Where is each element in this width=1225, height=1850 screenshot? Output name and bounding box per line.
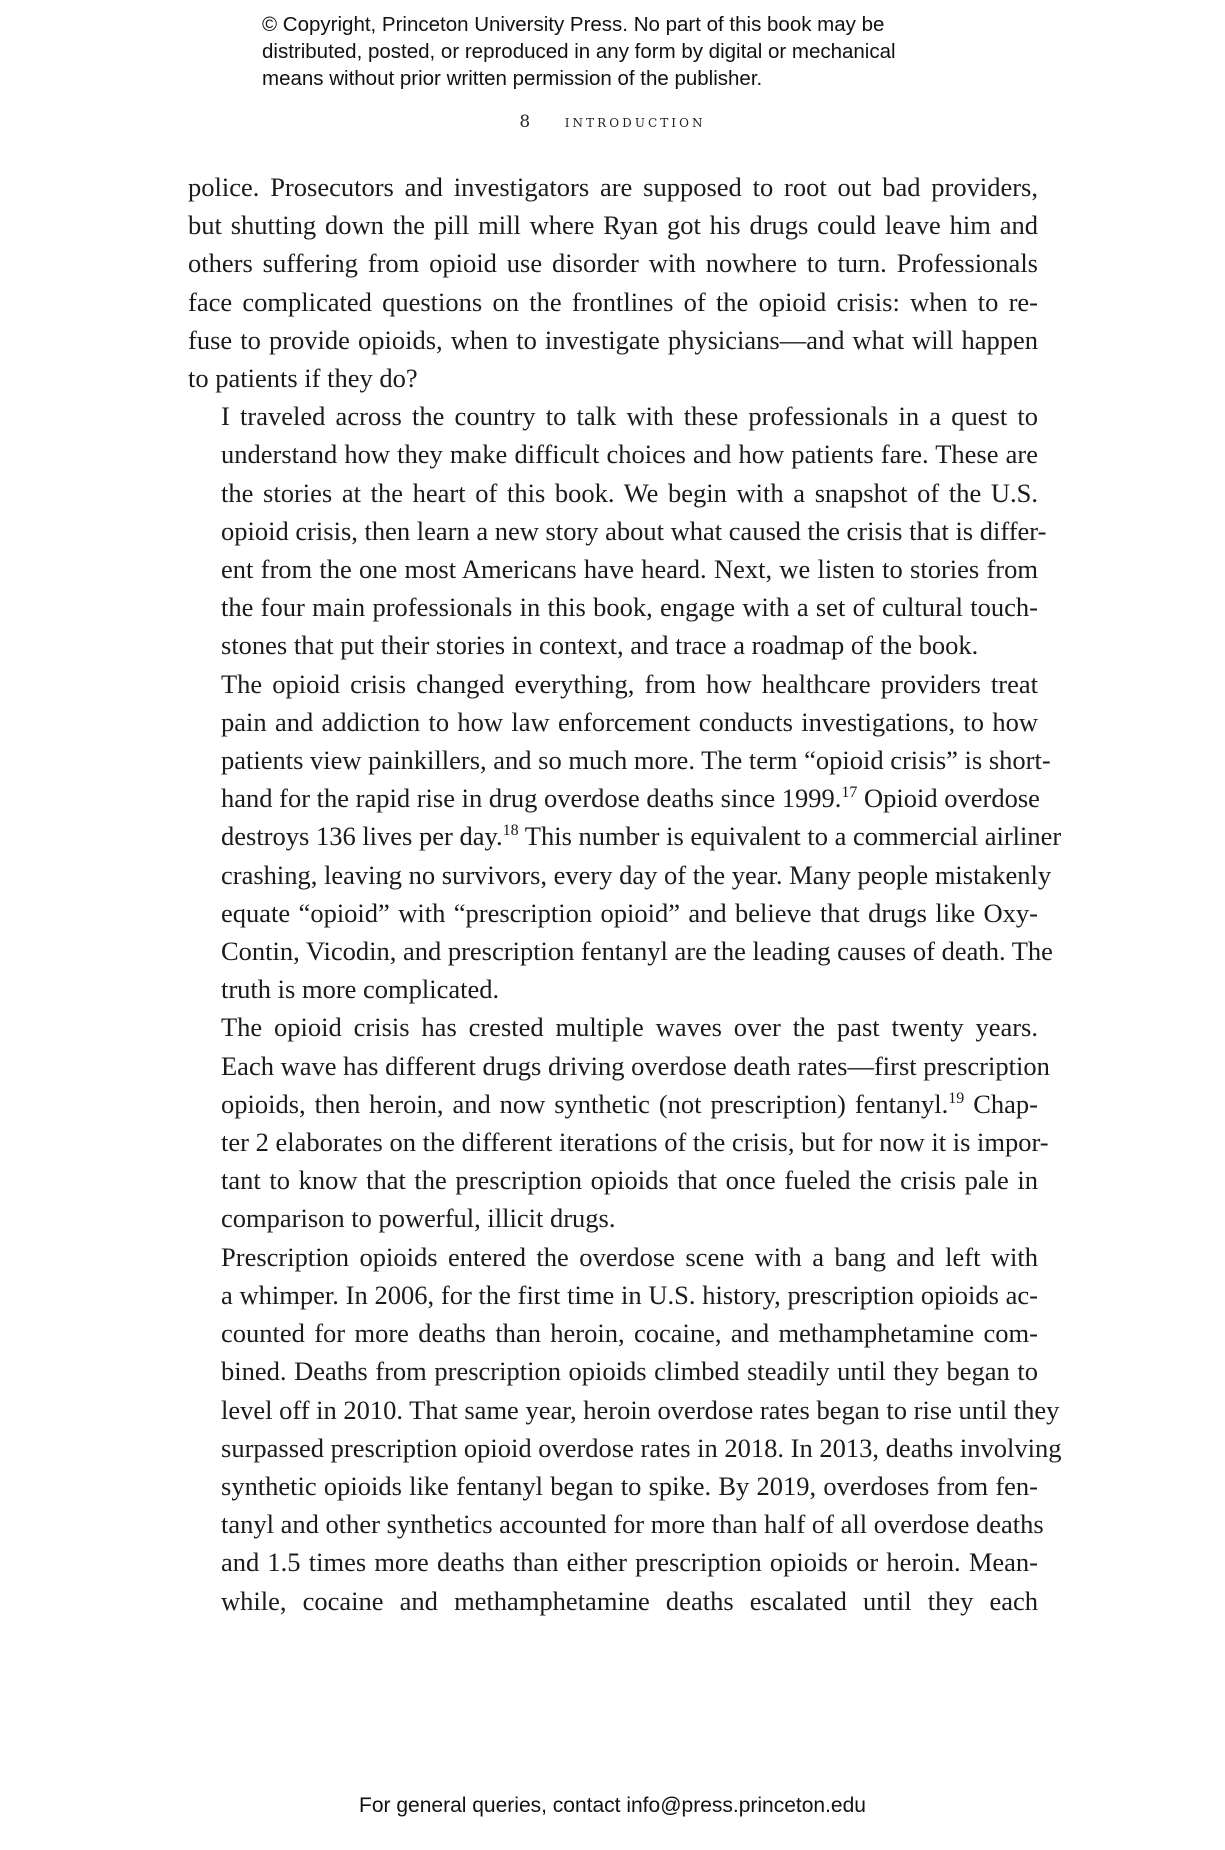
paragraph-2	[188, 397, 1047, 664]
paragraph-5	[188, 1238, 1062, 1620]
text-line: patients view painkillers, and so much more. The term “opioid crisis” is short-	[221, 745, 1051, 776]
text-line: and 1.5 times more deaths than either prescription opioids or heroin. Mean-	[221, 1547, 1038, 1578]
copyright-line: means without prior written permission of the publisher.	[262, 67, 763, 90]
footer-contact: For general queries, contact info@press.princeton.edu	[359, 1794, 866, 1817]
text-line: Each wave has different drugs driving overdose death rates—first prescription	[221, 1050, 1050, 1081]
text-segment: hand for the rapid rise in drug overdose deaths since 1999.	[221, 783, 842, 814]
text-line: synthetic opioids like fentanyl began to spike. By 2019, overdoses from fen-	[221, 1470, 1038, 1501]
copyright-line: © Copyright, Princeton University Press. No part of this book may be	[262, 13, 885, 36]
text-line: tant to know that the prescription opioids that once fueled the crisis pale in	[221, 1165, 1038, 1196]
text-line	[188, 817, 1062, 855]
copyright-notice	[262, 11, 1022, 92]
text-line: while, cocaine and methamphetamine deaths escalated until they each	[221, 1585, 1038, 1616]
running-title: introduction	[564, 112, 706, 132]
footnote-ref-18[interactable]: 18	[502, 822, 519, 840]
text-line: understand how they make difficult choices and how patients fare. These are	[221, 439, 1038, 470]
page-number: 8	[519, 112, 531, 132]
text-line: ent from the one most Americans have heard. Next, we listen to stories from	[221, 554, 1038, 585]
text-line	[188, 779, 1038, 817]
text-line: comparison to powerful, illicit drugs.	[221, 1203, 616, 1234]
text-line: police. Prosecutors and investigators are supposed to root out bad providers,	[188, 172, 1038, 202]
paragraph-3	[188, 665, 1062, 1009]
text-line: a whimper. In 2006, for the first time in U.S. history, prescription opioids ac-	[221, 1279, 1038, 1310]
text-line: crashing, leaving no survivors, every day of the year. Many people mistakenly	[221, 859, 1052, 890]
text-segment: This number is equivalent to a commercial airliner	[518, 821, 1062, 852]
text-segment: Chap-	[964, 1088, 1038, 1119]
text-segment: Opioid overdose	[857, 783, 1040, 814]
text-segment: destroys 136 lives per day.	[221, 821, 503, 852]
text-line: Prescription opioids entered the overdose scene with a bang and left with	[221, 1241, 1038, 1272]
text-line: but shutting down the pill mill where Ryan got his drugs could leave him and	[188, 210, 1038, 241]
running-head	[0, 112, 1225, 132]
text-line: pain and addiction to how law enforcement conducts investigations, to how	[221, 706, 1038, 737]
text-line: truth is more complicated.	[221, 974, 500, 1005]
copyright-line: distributed, posted, or reproduced in any form by digital or mechanical	[262, 40, 896, 63]
text-line: face complicated questions on the frontlines of the opioid crisis: when to re-	[188, 286, 1038, 317]
text-line: ter 2 elaborates on the different iterations of the crisis, but for now it is impor-	[221, 1127, 1049, 1158]
text-line: opioid crisis, then learn a new story about what caused the crisis that is differ-	[221, 515, 1047, 546]
text-line: level off in 2010. That same year, heroin overdose rates began to rise until they	[221, 1394, 1060, 1425]
text-line: the stories at the heart of this book. We begin with a snapshot of the U.S.	[221, 477, 1038, 508]
text-line: to patients if they do?	[188, 363, 418, 394]
text-line: counted for more deaths than heroin, cocaine, and methamphetamine com-	[221, 1318, 1038, 1349]
text-segment: opioids, then heroin, and now synthetic (not prescription) fentanyl.	[221, 1088, 949, 1119]
text-line: bined. Deaths from prescription opioids climbed steadily until they began to	[221, 1356, 1038, 1387]
text-line: equate “opioid” with “prescription opioid” and believe that drugs like Oxy-	[221, 897, 1038, 928]
text-line: fuse to provide opioids, when to investigate physicians—and what will happen	[188, 324, 1038, 355]
paragraph-1	[188, 168, 1038, 397]
text-line: The opioid crisis changed everything, from how healthcare providers treat	[221, 668, 1038, 699]
text-line: I traveled across the country to talk with these professionals in a quest to	[221, 401, 1038, 432]
text-line: tanyl and other synthetics accounted for more than half of all overdose deaths	[221, 1509, 1044, 1540]
footnote-ref-19[interactable]: 19	[948, 1089, 965, 1107]
paragraph-4	[188, 1008, 1050, 1237]
text-line: Contin, Vicodin, and prescription fentanyl are the leading causes of death. The	[221, 936, 1053, 967]
text-line	[188, 1085, 1038, 1123]
text-line: stones that put their stories in context, and trace a roadmap of the book.	[221, 630, 979, 661]
text-line: surpassed prescription opioid overdose rates in 2018. In 2013, deaths involving	[221, 1432, 1062, 1463]
footnote-ref-17[interactable]: 17	[841, 784, 858, 802]
text-line: The opioid crisis has crested multiple waves over the past twenty years.	[221, 1012, 1038, 1043]
body-text	[188, 168, 1062, 1620]
text-line: the four main professionals in this book, engage with a set of cultural touch-	[221, 592, 1038, 623]
text-line: others suffering from opioid use disorder with nowhere to turn. Professionals	[188, 248, 1038, 279]
